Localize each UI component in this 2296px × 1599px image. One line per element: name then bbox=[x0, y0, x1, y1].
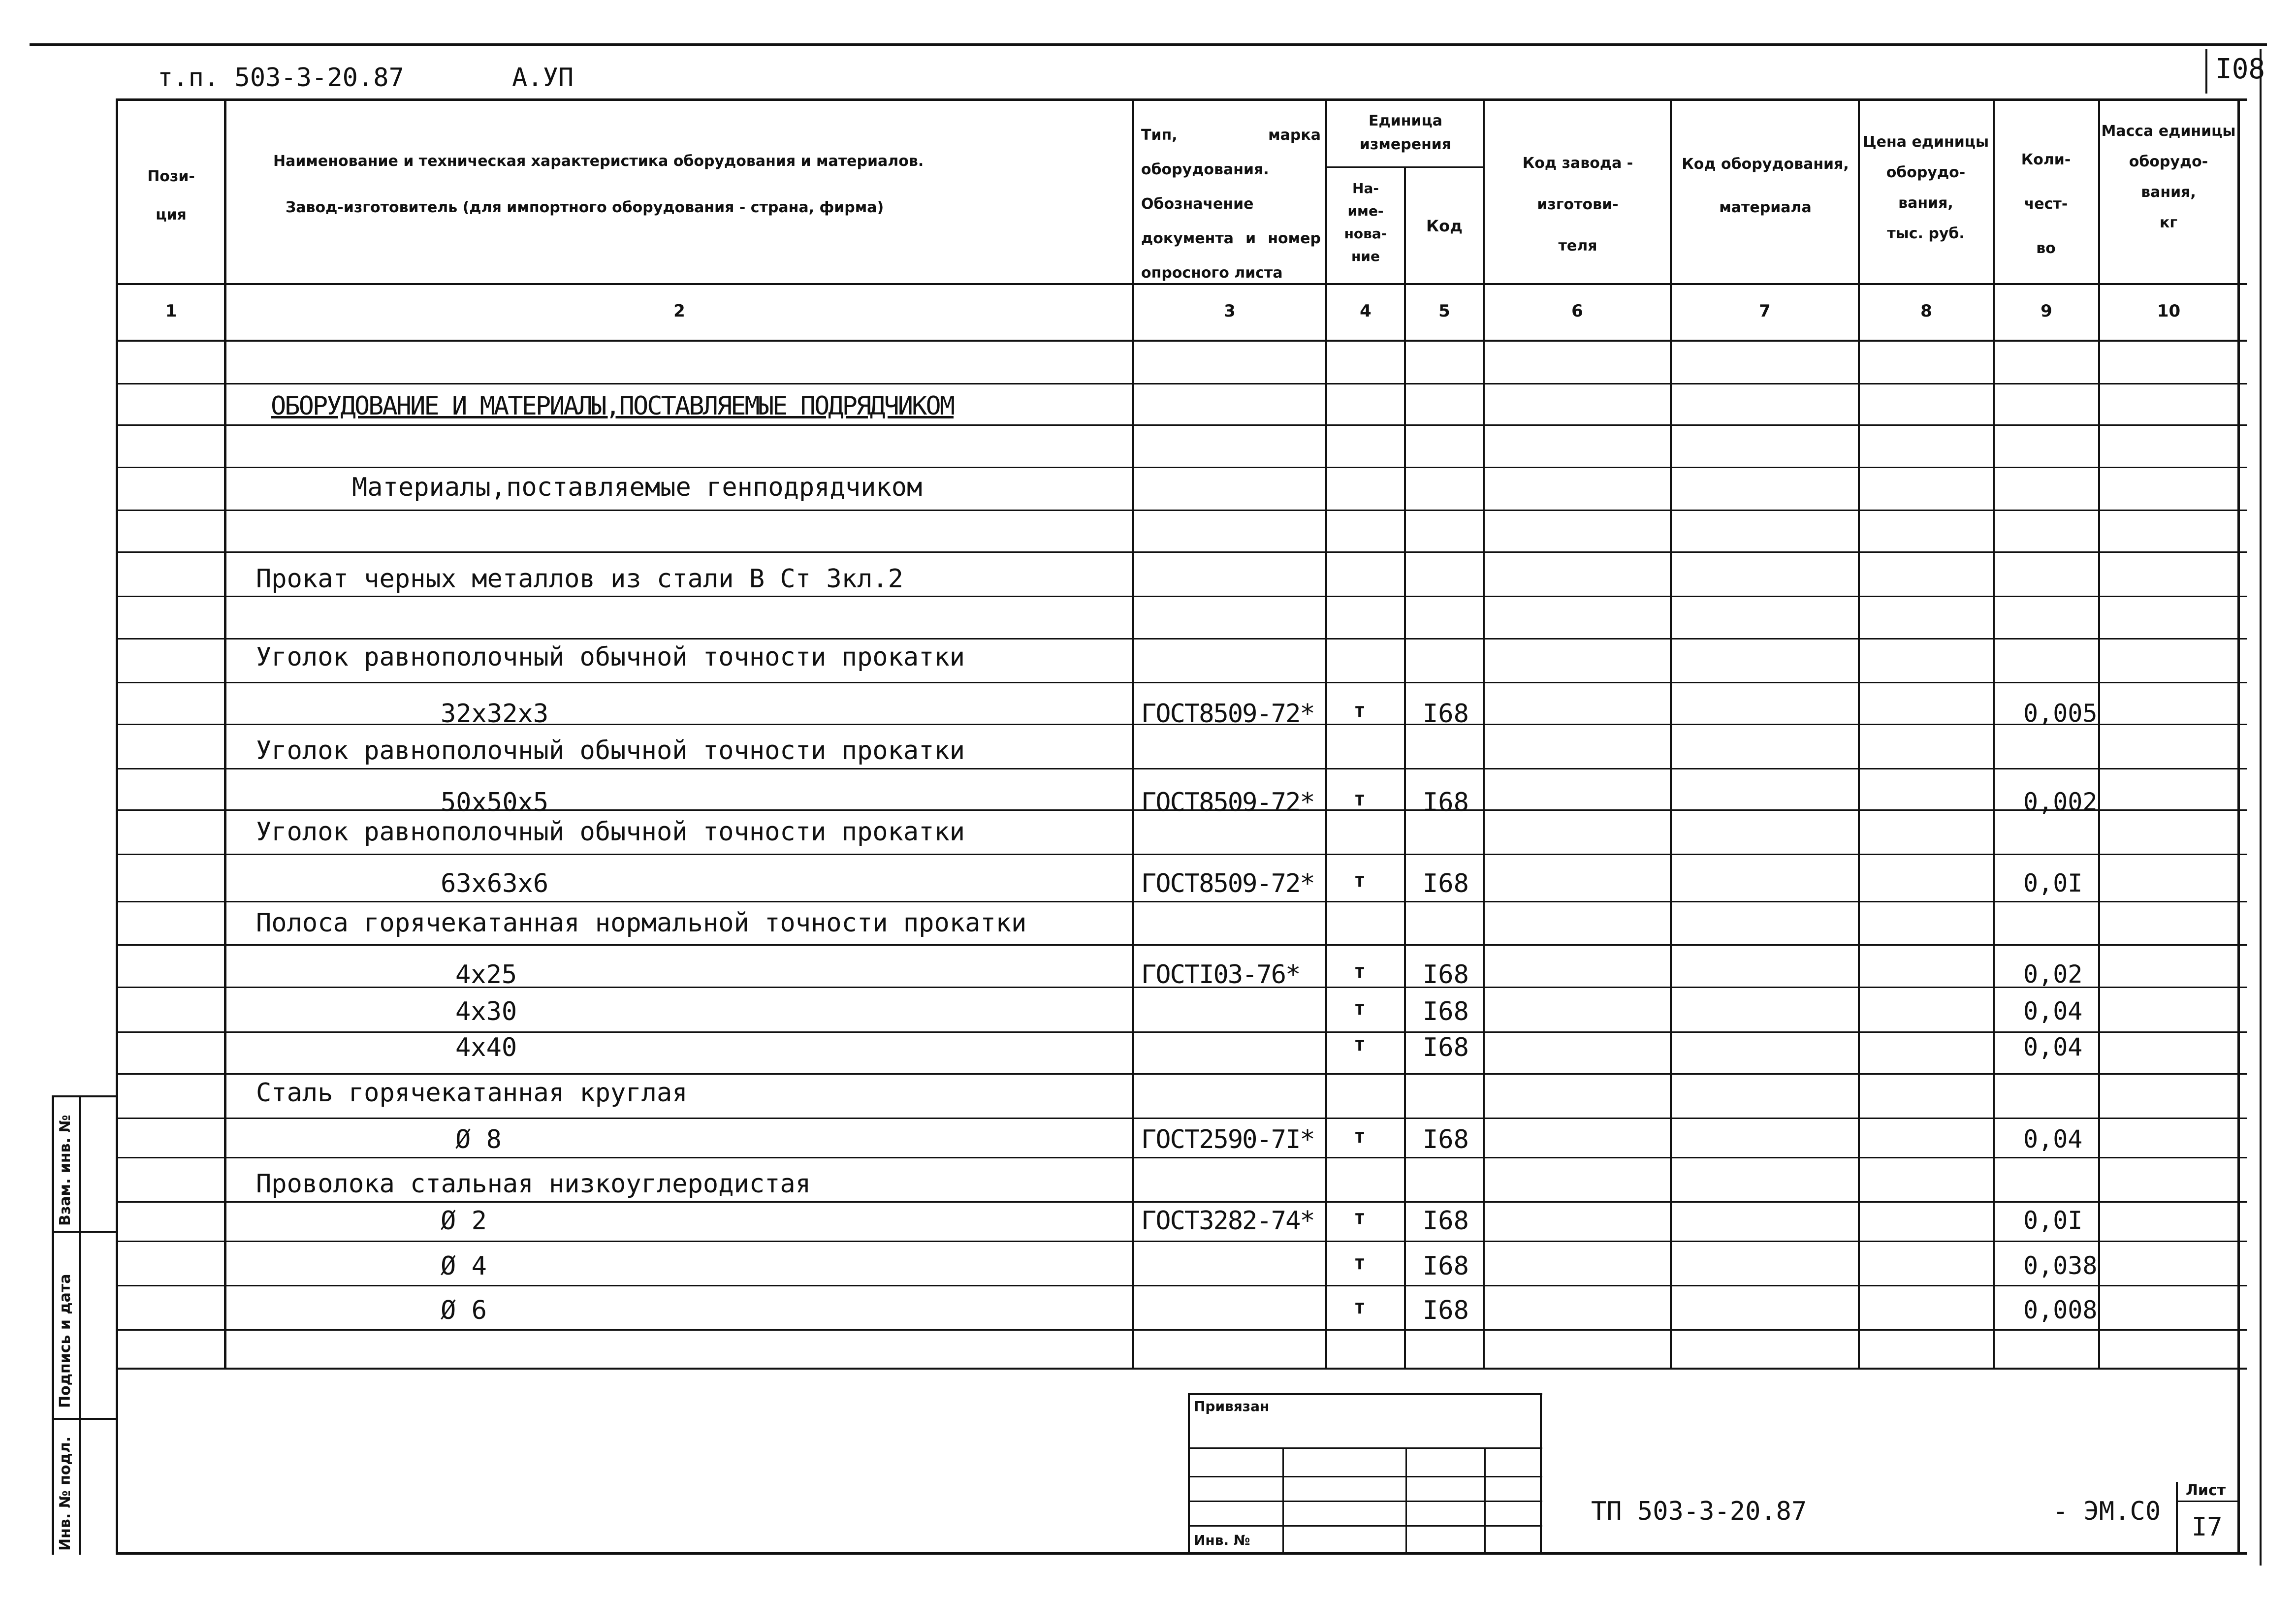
header-unit-code: Код bbox=[1426, 217, 1463, 235]
stamp-privyazan: Привязан bbox=[1194, 1398, 1270, 1414]
subsection-title: Материалы,поставляемые генподрядчиком bbox=[352, 473, 923, 502]
item-name: Проволока стальная низкоуглеродистая bbox=[256, 1169, 811, 1199]
item-quantity: 0,04 bbox=[2023, 997, 2083, 1025]
item-quantity: 0,038 bbox=[2023, 1251, 2098, 1280]
item-name: 4х40 bbox=[455, 1033, 517, 1062]
album-label: А.УП bbox=[512, 63, 574, 93]
item-name: 4х30 bbox=[455, 997, 517, 1026]
doc-ref: т.п. 503-3-20.87 bbox=[158, 63, 404, 93]
stamp-code: ТП 503-3-20.87 bbox=[1591, 1497, 1807, 1526]
item-quantity: 0,0I bbox=[2023, 869, 2083, 897]
item-unit: т bbox=[1354, 1251, 1366, 1274]
header-name-line1: Наименование и техническая характеристика оборудования и материалов. bbox=[273, 153, 924, 170]
header-plant-code: Код завода - изготови- теля bbox=[1522, 155, 1633, 255]
colnum-7: 7 bbox=[1759, 301, 1771, 321]
item-quantity: 0,0I bbox=[2023, 1206, 2083, 1235]
item-name: 50х50х5 bbox=[441, 788, 549, 817]
item-code: I68 bbox=[1423, 1206, 1469, 1236]
row-line bbox=[116, 510, 2247, 511]
row-line bbox=[116, 1285, 2247, 1286]
item-unit: т bbox=[1354, 997, 1366, 1020]
item-name: 32х32х3 bbox=[441, 699, 549, 729]
row-line bbox=[116, 1118, 2247, 1119]
item-name: Ø 8 bbox=[455, 1125, 502, 1154]
item-name: 4х25 bbox=[455, 960, 517, 990]
row-line bbox=[116, 1329, 2247, 1331]
item-doc: ГОСТ2590-7I* bbox=[1141, 1125, 1314, 1154]
item-code: I68 bbox=[1423, 1033, 1469, 1062]
colnum-8: 8 bbox=[1920, 301, 1932, 321]
header-name-line2: Завод-изготовитель (для импортного оборудования - страна, фирма) bbox=[286, 199, 884, 216]
row-line bbox=[116, 901, 2247, 902]
item-doc: ГОСТ8509-72* bbox=[1141, 699, 1314, 729]
row-line bbox=[116, 768, 2247, 769]
item-code: I68 bbox=[1423, 1296, 1469, 1325]
item-doc: ГОСТ8509-72* bbox=[1141, 788, 1314, 817]
header-type: Тип, марка оборудования. Обозначение документа и номер опросного листа bbox=[1141, 127, 1321, 282]
row-line bbox=[116, 1157, 2247, 1158]
item-quantity: 0,008 bbox=[2023, 1296, 2098, 1324]
item-code: I68 bbox=[1423, 699, 1469, 729]
header-equipment-code: Код оборудования, материала bbox=[1682, 156, 1849, 216]
colnum-5: 5 bbox=[1438, 301, 1450, 321]
row-line bbox=[116, 467, 2247, 468]
side-label-inv-podl: Инв. № подл. bbox=[57, 1436, 74, 1551]
colnum-1: 1 bbox=[165, 301, 177, 321]
item-name: Ø 6 bbox=[441, 1296, 487, 1325]
colnum-9: 9 bbox=[2041, 301, 2052, 321]
item-code: I68 bbox=[1423, 1125, 1469, 1154]
item-name: Полоса горячекатанная нормальной точности прокатки bbox=[256, 908, 1027, 938]
item-name: 63х63х6 bbox=[441, 869, 549, 898]
stamp-sheet-number: I7 bbox=[2192, 1512, 2223, 1542]
item-unit: т bbox=[1354, 1206, 1366, 1229]
colnum-2: 2 bbox=[673, 301, 685, 321]
item-quantity: 0,005 bbox=[2023, 699, 2098, 728]
item-code: I68 bbox=[1423, 869, 1469, 898]
stamp-inv-no: Инв. № bbox=[1194, 1532, 1250, 1548]
item-code: I68 bbox=[1423, 788, 1469, 817]
item-quantity: 0,002 bbox=[2023, 788, 2098, 816]
row-line bbox=[116, 638, 2247, 640]
item-name: Уголок равнополочный обычной точности прокатки bbox=[256, 736, 965, 766]
item-unit: т bbox=[1354, 788, 1366, 810]
row-line bbox=[116, 596, 2247, 597]
stamp-sheet-label: Лист bbox=[2186, 1482, 2226, 1499]
item-unit: т bbox=[1354, 869, 1366, 892]
row-line bbox=[116, 383, 2247, 384]
row-line bbox=[116, 424, 2247, 426]
item-doc: ГОСТI03-76* bbox=[1141, 960, 1300, 990]
colnum-3: 3 bbox=[1224, 301, 1236, 321]
item-name: Уголок равнополочный обычной точности прокатки bbox=[256, 817, 965, 847]
colnum-4: 4 bbox=[1360, 301, 1371, 321]
item-quantity: 0,04 bbox=[2023, 1033, 2083, 1061]
stamp-mark: - ЭМ.С0 bbox=[2053, 1497, 2161, 1526]
item-unit: т bbox=[1354, 960, 1366, 983]
page-number: I08 bbox=[2215, 53, 2265, 85]
item-code: I68 bbox=[1423, 997, 1469, 1026]
colnum-10: 10 bbox=[2157, 301, 2181, 321]
header-position: Пози- ция bbox=[147, 168, 195, 224]
item-name: Уголок равнополочный обычной точности прокатки bbox=[256, 642, 965, 672]
item-unit: т bbox=[1354, 1296, 1366, 1318]
row-line bbox=[116, 1031, 2247, 1033]
side-label-vzam: Взам. инв. № bbox=[57, 1115, 74, 1226]
row-line bbox=[116, 682, 2247, 683]
item-code: I68 bbox=[1423, 1251, 1469, 1281]
header-mass: Масса единицы оборудо- вания, кг bbox=[2101, 123, 2236, 231]
row-line bbox=[116, 944, 2247, 946]
section-title: ОБОРУДОВАНИЕ И МАТЕРИАЛЫ,ПОСТАВЛЯЕМЫЕ ПОДРЯДЧИКОМ bbox=[271, 391, 954, 421]
row-line bbox=[116, 1073, 2247, 1075]
item-name: Ø 4 bbox=[441, 1251, 487, 1281]
item-quantity: 0,02 bbox=[2023, 960, 2083, 989]
side-label-podpis: Подпись и дата bbox=[57, 1274, 74, 1408]
row-line bbox=[116, 854, 2247, 855]
item-quantity: 0,04 bbox=[2023, 1125, 2083, 1153]
item-unit: т bbox=[1354, 1033, 1366, 1055]
item-doc: ГОСТ3282-74* bbox=[1141, 1206, 1314, 1236]
row-line bbox=[116, 1241, 2247, 1242]
item-name: Ø 2 bbox=[441, 1206, 487, 1236]
group-title: Прокат черных металлов из стали В Ст 3кл.2 bbox=[256, 564, 903, 594]
row-line bbox=[116, 1201, 2247, 1203]
header-price: Цена единицы оборудо- вания, тыс. руб. bbox=[1862, 133, 1989, 242]
item-code: I68 bbox=[1423, 960, 1469, 990]
item-name: Сталь горячекатанная круглая bbox=[256, 1078, 688, 1108]
item-unit: т bbox=[1354, 1125, 1366, 1148]
header-quantity: Коли- чест- во bbox=[2021, 151, 2071, 257]
header-unit-group: Единица измерения bbox=[1359, 112, 1452, 153]
colnum-6: 6 bbox=[1571, 301, 1583, 321]
header-unit-name: На- име- нова- ние bbox=[1344, 180, 1387, 264]
item-unit: т bbox=[1354, 699, 1366, 722]
item-doc: ГОСТ8509-72* bbox=[1141, 869, 1314, 898]
row-line bbox=[116, 551, 2247, 553]
